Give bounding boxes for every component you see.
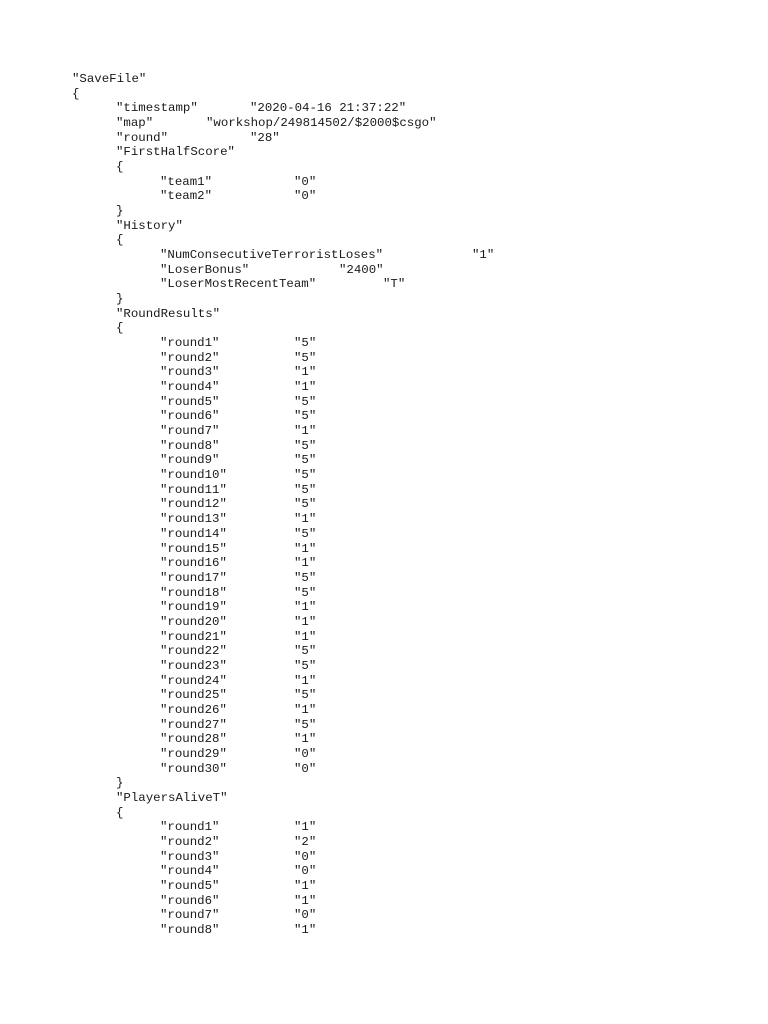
value-text: "1" [294, 922, 317, 937]
value-text: "5" [294, 570, 317, 585]
key-text: "round8" [160, 438, 220, 453]
document-page [0, 72, 768, 938]
value-text: "1" [294, 556, 317, 571]
document-line [0, 776, 768, 791]
value-text: "5" [294, 644, 317, 659]
document-line [0, 160, 768, 175]
key-text: "round5" [160, 394, 220, 409]
key-text: "team1" [160, 174, 213, 189]
key-text: "LoserBonus" [160, 262, 250, 277]
brace: { [72, 86, 80, 101]
key-text: "round9" [160, 453, 220, 468]
document-line [0, 72, 768, 87]
document-line [0, 688, 768, 703]
value-text: "1" [294, 365, 317, 380]
document-line [0, 762, 768, 777]
document-line [0, 908, 768, 923]
key-text: "round2" [160, 834, 220, 849]
value-text: "5" [294, 468, 317, 483]
document-line [0, 101, 768, 116]
key-text: "round8" [160, 922, 220, 937]
key-text: "round7" [160, 908, 220, 923]
key-text: "team2" [160, 189, 213, 204]
document-line [0, 263, 768, 278]
value-text: "1" [294, 673, 317, 688]
value-text: "1" [294, 380, 317, 395]
document-line [0, 424, 768, 439]
key-text: "round4" [160, 380, 220, 395]
key-text: "round12" [160, 497, 227, 512]
key-text: "History" [116, 218, 183, 233]
value-text: "1" [472, 248, 495, 263]
key-text: "timestamp" [116, 101, 198, 116]
key-text: "round1" [160, 336, 220, 351]
document-line [0, 615, 768, 630]
value-text: "5" [294, 394, 317, 409]
key-text: "round1" [160, 820, 220, 835]
value-text: "5" [294, 336, 317, 351]
value-text: "5" [294, 526, 317, 541]
document-line [0, 204, 768, 219]
document-line [0, 439, 768, 454]
document-line [0, 835, 768, 850]
document-line [0, 879, 768, 894]
document-line [0, 87, 768, 102]
key-text: "round22" [160, 644, 227, 659]
document-line [0, 923, 768, 938]
brace: } [116, 204, 124, 219]
key-text: "round29" [160, 746, 227, 761]
value-text: "0" [294, 849, 317, 864]
brace: } [116, 776, 124, 791]
document-line [0, 850, 768, 865]
value-text: "28" [250, 130, 280, 145]
key-text: "round20" [160, 614, 227, 629]
document-line [0, 453, 768, 468]
document-line [0, 175, 768, 190]
key-text: "round19" [160, 600, 227, 615]
document-line [0, 512, 768, 527]
value-text: "1" [294, 878, 317, 893]
document-line [0, 483, 768, 498]
document-line [0, 497, 768, 512]
value-text: "0" [294, 761, 317, 776]
key-text: "round27" [160, 717, 227, 732]
value-text: "5" [294, 453, 317, 468]
document-line [0, 644, 768, 659]
document-line [0, 219, 768, 234]
document-line [0, 571, 768, 586]
value-text: "5" [294, 658, 317, 673]
value-text: "1" [294, 541, 317, 556]
value-text: "1" [294, 629, 317, 644]
key-text: "PlayersAliveT" [116, 790, 228, 805]
document-line [0, 233, 768, 248]
value-text: "2" [294, 834, 317, 849]
value-text: "5" [294, 688, 317, 703]
key-text: "round3" [160, 849, 220, 864]
value-text: "5" [294, 497, 317, 512]
document-line [0, 674, 768, 689]
document-line [0, 747, 768, 762]
document-line [0, 820, 768, 835]
value-text: "1" [294, 732, 317, 747]
value-text: "1" [294, 600, 317, 615]
value-text: "workshop/249814502/$2000$csgo" [206, 116, 437, 131]
key-text: "round24" [160, 673, 227, 688]
document-line [0, 586, 768, 601]
document-line [0, 292, 768, 307]
document-line [0, 116, 768, 131]
document-line [0, 542, 768, 557]
value-text: "1" [294, 424, 317, 439]
document-line [0, 248, 768, 263]
value-text: "5" [294, 438, 317, 453]
document-line [0, 336, 768, 351]
key-text: "FirstHalfScore" [116, 145, 235, 160]
key-text: "round28" [160, 732, 227, 747]
document-line [0, 791, 768, 806]
value-text: "0" [294, 174, 317, 189]
key-text: "round15" [160, 541, 227, 556]
document-line [0, 145, 768, 160]
value-text: "0" [294, 908, 317, 923]
key-text: "round21" [160, 629, 227, 644]
document-line [0, 806, 768, 821]
document-line [0, 600, 768, 615]
key-text: "round2" [160, 350, 220, 365]
brace: { [116, 805, 124, 820]
key-text: "LoserMostRecentTeam" [160, 277, 317, 292]
value-text: "5" [294, 717, 317, 732]
brace: } [116, 292, 124, 307]
key-text: "round3" [160, 365, 220, 380]
value-text: "1" [294, 820, 317, 835]
key-text: "round17" [160, 570, 227, 585]
value-text: "0" [294, 189, 317, 204]
document-line [0, 409, 768, 424]
value-text: "1" [294, 614, 317, 629]
key-text: "round13" [160, 512, 227, 527]
document-line [0, 307, 768, 322]
key-text: "round26" [160, 702, 227, 717]
document-line [0, 894, 768, 909]
document-line [0, 380, 768, 395]
key-text: "round11" [160, 482, 227, 497]
key-text: "round14" [160, 526, 227, 541]
document-line [0, 703, 768, 718]
value-text: "5" [294, 409, 317, 424]
key-text: "SaveFile" [72, 72, 147, 86]
value-text: "0" [294, 746, 317, 761]
value-text: "1" [294, 893, 317, 908]
key-text: "round23" [160, 658, 227, 673]
value-text: "5" [294, 585, 317, 600]
value-text: "5" [294, 350, 317, 365]
value-text: "1" [294, 512, 317, 527]
document-line [0, 395, 768, 410]
value-text: "5" [294, 482, 317, 497]
key-text: "round16" [160, 556, 227, 571]
value-text: "1" [294, 702, 317, 717]
document-line [0, 189, 768, 204]
document-line [0, 277, 768, 292]
document-line [0, 468, 768, 483]
brace: { [116, 160, 124, 175]
key-text: "round" [116, 130, 169, 145]
brace: { [116, 321, 124, 336]
key-text: "round6" [160, 893, 220, 908]
document-line [0, 718, 768, 733]
document-line [0, 131, 768, 146]
key-text: "round6" [160, 409, 220, 424]
key-text: "round30" [160, 761, 227, 776]
key-text: "round4" [160, 864, 220, 879]
value-text: "T" [383, 277, 406, 292]
value-text: "2400" [339, 262, 384, 277]
value-text: "2020-04-16 21:37:22" [250, 101, 407, 116]
key-text: "round5" [160, 878, 220, 893]
document-line [0, 527, 768, 542]
key-text: "round18" [160, 585, 227, 600]
document-line [0, 365, 768, 380]
document-line [0, 864, 768, 879]
value-text: "0" [294, 864, 317, 879]
brace: { [116, 233, 124, 248]
key-text: "map" [116, 116, 154, 131]
document-line [0, 630, 768, 645]
key-text: "RoundResults" [116, 306, 221, 321]
document-line [0, 556, 768, 571]
document-line [0, 732, 768, 747]
key-text: "round7" [160, 424, 220, 439]
document-line [0, 321, 768, 336]
document-line [0, 659, 768, 674]
document-line [0, 351, 768, 366]
key-text: "NumConsecutiveTerroristLoses" [160, 248, 384, 263]
key-text: "round10" [160, 468, 227, 483]
key-text: "round25" [160, 688, 227, 703]
